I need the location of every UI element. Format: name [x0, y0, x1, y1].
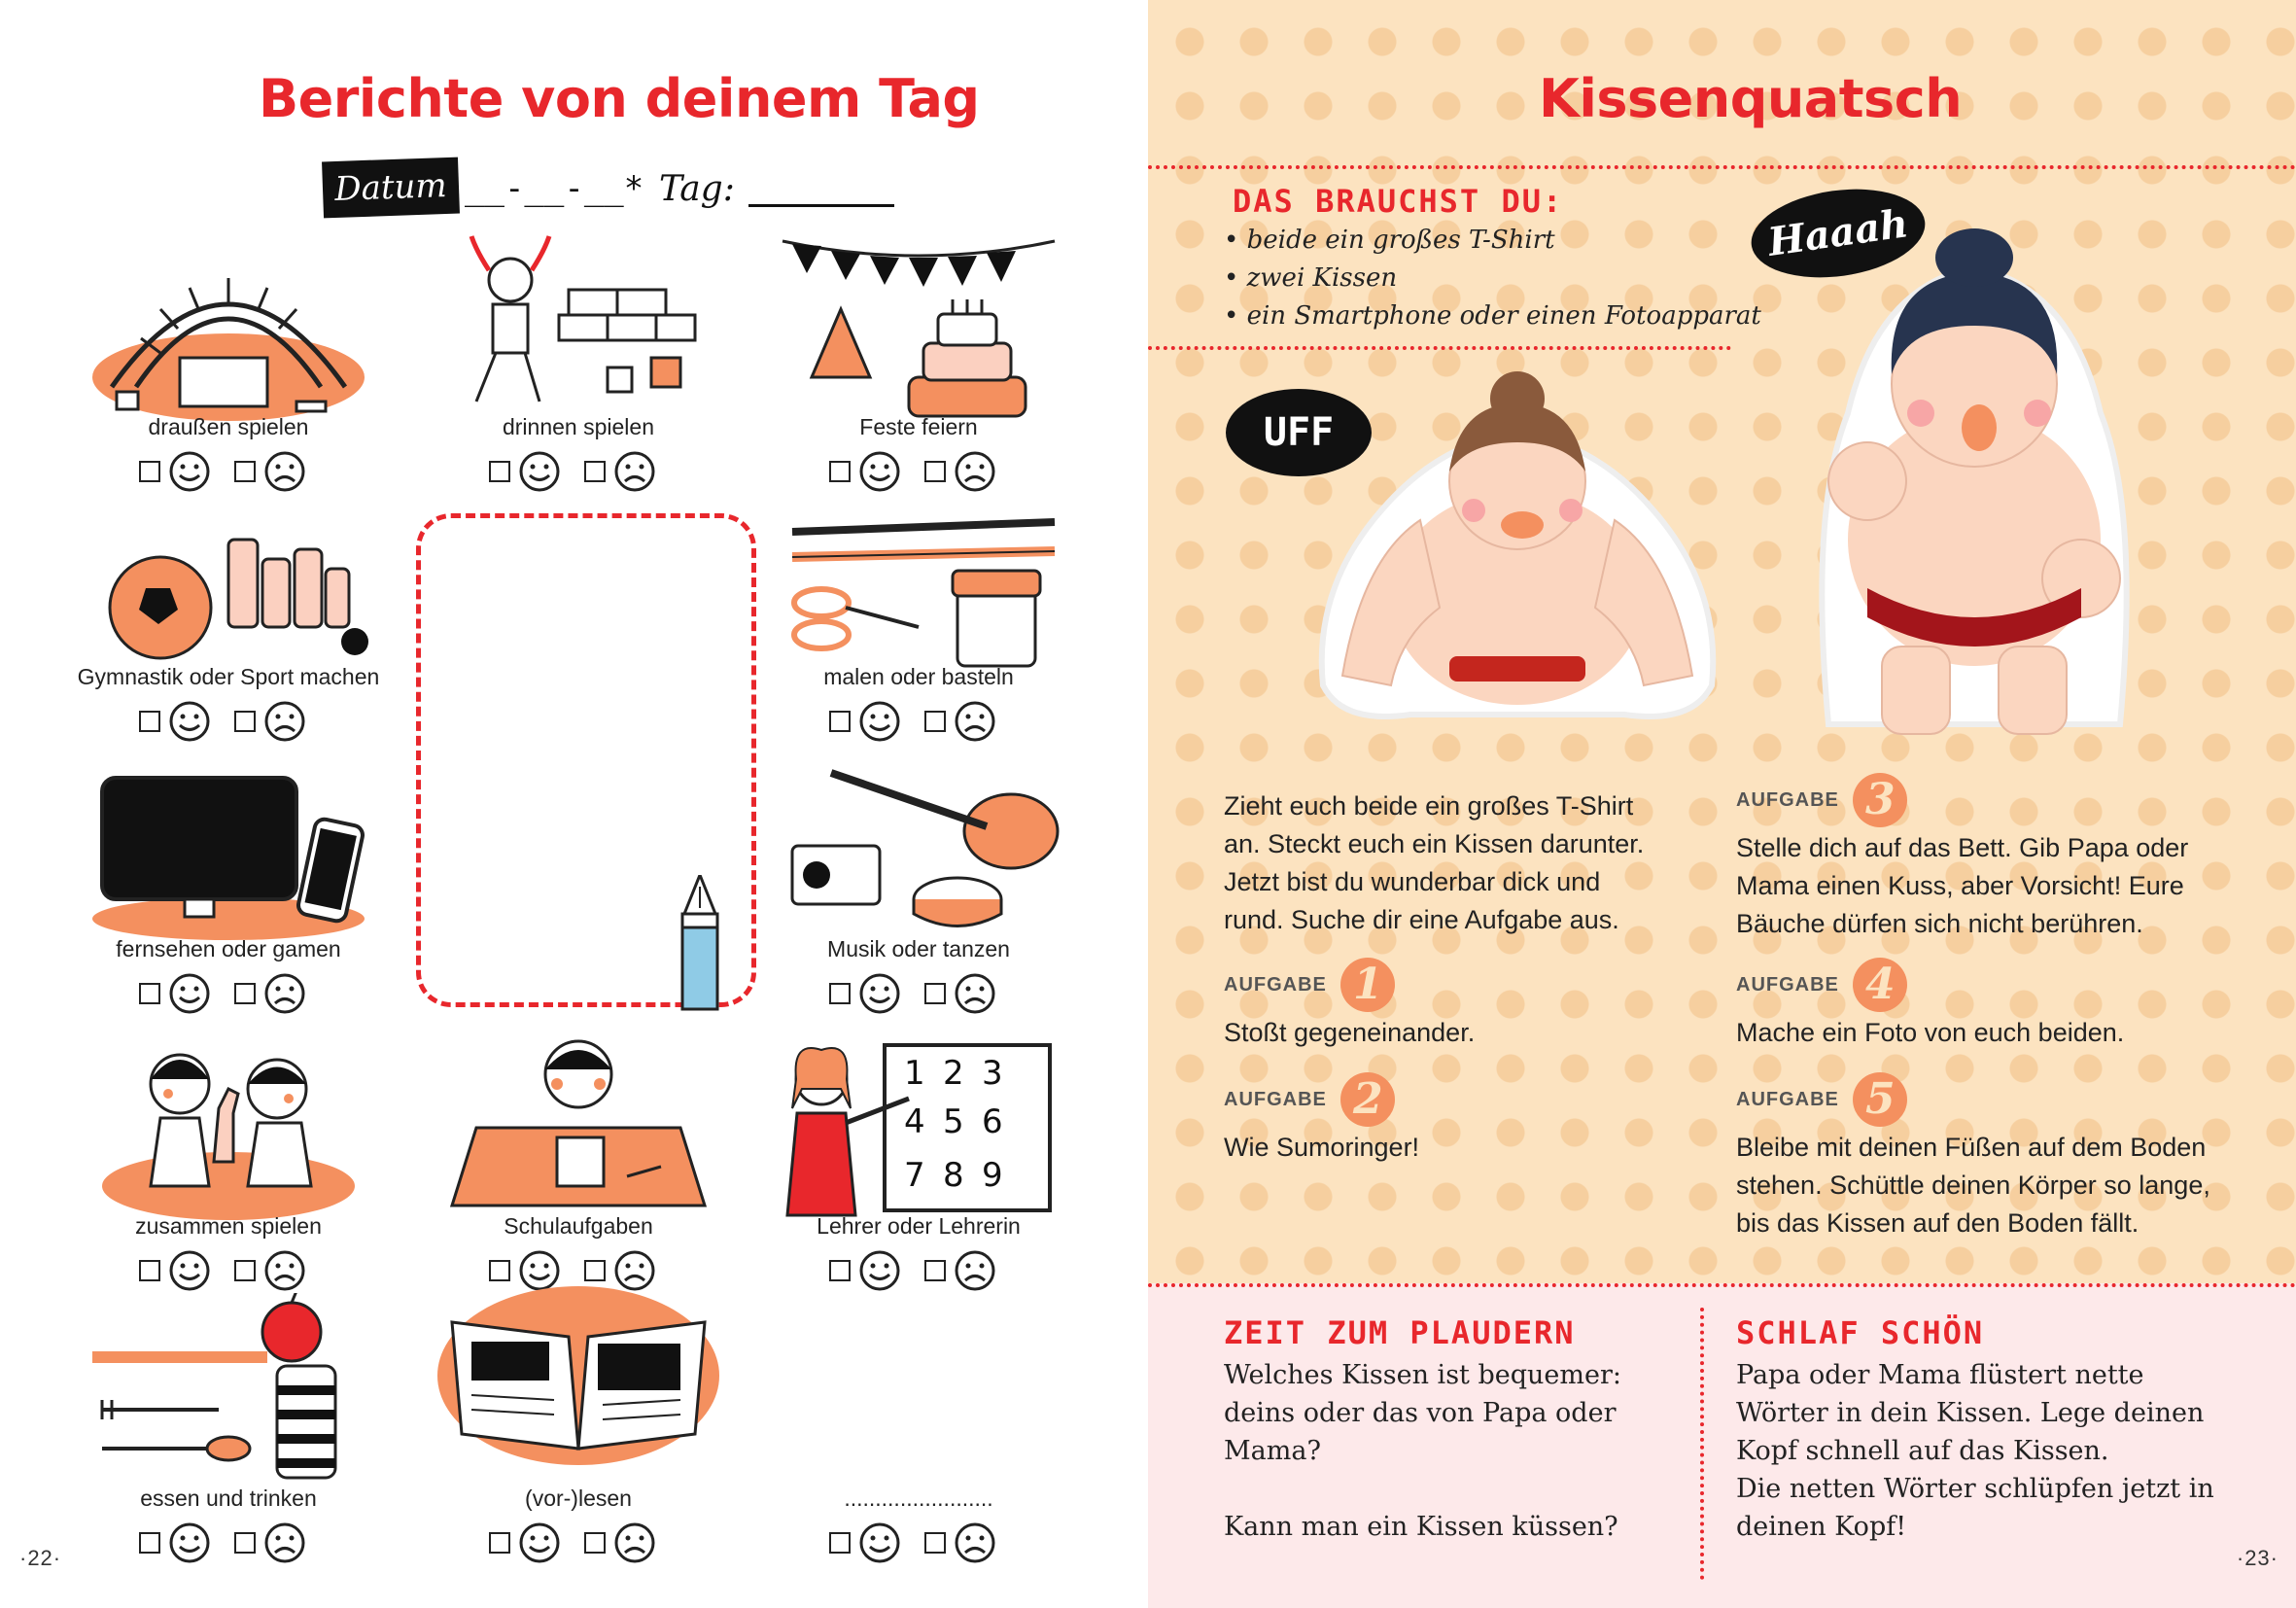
sumo-wrestler-squatting-illustration	[1304, 365, 1731, 734]
checkbox-sad[interactable]	[924, 1260, 946, 1281]
materials-item: • ein Smartphone oder einen Fotoapparat	[1224, 301, 1761, 331]
intro-line: Jetzt bist du wunderbar dick und	[1224, 867, 1601, 896]
checkbox-happy[interactable]	[829, 1260, 851, 1281]
checkbox-sad[interactable]	[234, 461, 256, 482]
materials-list	[1224, 222, 1761, 335]
rating-row	[418, 447, 739, 496]
activity-label: drinnen spielen	[502, 414, 654, 439]
smiley-happy-icon	[168, 1521, 211, 1564]
music-illustration	[773, 753, 1064, 948]
activity-cell	[758, 231, 1079, 504]
day-fill-line[interactable]	[748, 204, 894, 207]
smiley-happy-icon	[858, 1249, 901, 1292]
rating-row	[758, 1519, 1079, 1567]
activity-label: essen und trinken	[140, 1486, 317, 1511]
rating-row	[418, 1519, 739, 1567]
activity-label: Feste feiern	[859, 414, 978, 439]
checkbox-happy[interactable]	[829, 1532, 851, 1554]
smiley-sad-icon	[954, 700, 996, 743]
checkbox-happy[interactable]	[139, 1532, 160, 1554]
indoor-play-illustration	[433, 231, 724, 426]
svg-text:3: 3	[982, 1054, 1003, 1093]
activity-cell	[758, 481, 1079, 753]
rating-row	[68, 1246, 389, 1295]
page-title-left: Berichte von deinem Tag	[259, 68, 980, 129]
smiley-happy-icon	[518, 450, 561, 493]
activity-cell	[68, 753, 389, 1026]
sumo-wrestler-standing-illustration	[1790, 219, 2159, 749]
smiley-happy-icon	[168, 700, 211, 743]
smiley-sad-icon	[954, 1249, 996, 1292]
sleep-heading: SCHLAF SCHÖN	[1736, 1314, 1985, 1351]
sleep-line: Wörter in dein Kissen. Lege deinen	[1736, 1398, 2205, 1428]
task-text: Mama einen Kuss, aber Vorsicht! Eure	[1736, 871, 2184, 900]
chat-line: Welches Kissen ist bequemer:	[1224, 1360, 1621, 1390]
activity-cell	[68, 1303, 389, 1575]
checkbox-sad[interactable]	[584, 1260, 606, 1281]
checkbox-happy[interactable]	[139, 983, 160, 1004]
page-number-right: ·23·	[2236, 1546, 2279, 1570]
chat-line: Kann man ein Kissen küssen?	[1224, 1512, 1618, 1542]
checkbox-happy[interactable]	[489, 1532, 510, 1554]
right-page	[1148, 0, 2296, 1608]
smiley-sad-icon	[954, 972, 996, 1015]
checkbox-happy[interactable]	[829, 983, 851, 1004]
materials-item: • zwei Kissen	[1224, 263, 1398, 293]
rating-row	[758, 969, 1079, 1018]
materials-item: • beide ein großes T-Shirt	[1224, 226, 1555, 255]
task-text: Bleibe mit deinen Füßen auf dem Boden	[1736, 1133, 2207, 1162]
speech-bubble-haaah: Haaah	[1746, 179, 1931, 288]
task-text: bis das Kissen auf den Boden fällt.	[1736, 1208, 2139, 1238]
sport-illustration	[83, 481, 374, 676]
activity-label: malen oder basteln	[823, 664, 1014, 689]
svg-text:6: 6	[982, 1102, 1003, 1141]
task-label: AUFGABE	[1736, 1088, 1839, 1110]
checkbox-sad[interactable]	[924, 983, 946, 1004]
dotted-divider	[1148, 165, 2296, 169]
smiley-happy-icon	[168, 1249, 211, 1292]
task-5	[1736, 1072, 2210, 1242]
smiley-sad-icon	[263, 700, 306, 743]
fountain-pen-icon	[671, 875, 729, 1011]
checkbox-happy[interactable]	[489, 1260, 510, 1281]
activity-label: Musik oder tanzen	[827, 936, 1010, 961]
task-label: AUFGABE	[1224, 1088, 1327, 1110]
activity-label: (vor-)lesen	[525, 1486, 632, 1511]
checkbox-sad[interactable]	[584, 1532, 606, 1554]
smiley-happy-icon	[858, 972, 901, 1015]
checkbox-happy[interactable]	[489, 461, 510, 482]
sleep-line: Papa oder Mama flüstert nette	[1736, 1360, 2144, 1390]
smiley-sad-icon	[954, 1521, 996, 1564]
activity-label: zusammen spielen	[135, 1213, 322, 1239]
rating-row	[758, 697, 1079, 746]
activity-cell	[418, 1303, 739, 1575]
page-number-left: ·22·	[19, 1546, 62, 1570]
task-4	[1736, 958, 2124, 1052]
activity-label: Gymnastik oder Sport machen	[77, 664, 380, 689]
task-label: AUFGABE	[1736, 788, 1839, 811]
task-text: stehen. Schüttle deinen Körper so lange,	[1736, 1171, 2210, 1200]
intro-line: Zieht euch beide ein großes T-Shirt	[1224, 791, 1634, 821]
activity-cell	[418, 231, 739, 504]
checkbox-sad[interactable]	[234, 1532, 256, 1554]
page-title-right: Kissenquatsch	[1539, 68, 1963, 129]
task-number-badge: 5	[1853, 1072, 1907, 1127]
date-fill-line: __-__-__*	[465, 169, 644, 208]
chat-line: Mama?	[1224, 1436, 1321, 1466]
materials-heading: DAS BRAUCHST DU:	[1233, 183, 1564, 220]
smiley-sad-icon	[263, 972, 306, 1015]
checkbox-sad[interactable]	[234, 983, 256, 1004]
activity-label: Schulaufgaben	[504, 1213, 653, 1239]
task-3	[1736, 773, 2188, 943]
svg-text:1: 1	[904, 1054, 925, 1093]
tv-gaming-illustration	[83, 753, 374, 948]
chat-line: deins oder das von Papa oder	[1224, 1398, 1617, 1428]
checkbox-happy[interactable]	[139, 461, 160, 482]
date-label: Datum	[322, 157, 460, 219]
sleep-line: Die netten Wörter schlüpfen jetzt in	[1736, 1474, 2214, 1504]
checkbox-sad[interactable]	[234, 1260, 256, 1281]
task-2	[1224, 1072, 1419, 1167]
smiley-sad-icon	[263, 1521, 306, 1564]
checkbox-happy[interactable]	[829, 711, 851, 732]
homework-illustration	[433, 1031, 724, 1225]
reading-illustration	[433, 1283, 724, 1478]
svg-text:7: 7	[904, 1156, 925, 1195]
task-number-badge: 2	[1340, 1072, 1395, 1127]
task-text: Stelle dich auf das Bett. Gib Papa oder	[1736, 833, 2189, 862]
intro-text	[1224, 787, 1681, 939]
food-drink-illustration	[83, 1293, 374, 1487]
task-label: AUFGABE	[1224, 973, 1327, 996]
chat-heading: ZEIT ZUM PLAUDERN	[1224, 1314, 1576, 1351]
sleep-line: Kopf schnell auf das Kissen.	[1736, 1436, 2109, 1466]
activity-label: fernsehen oder gamen	[116, 936, 341, 961]
smiley-sad-icon	[613, 1521, 656, 1564]
activity-cell	[758, 1031, 1079, 1303]
activity-cell-custom	[758, 1303, 1079, 1575]
speech-bubble-uff: UFF	[1226, 389, 1372, 476]
smiley-sad-icon	[263, 1249, 306, 1292]
task-number-badge: 1	[1340, 958, 1395, 1012]
rating-row	[68, 1519, 389, 1567]
activity-label-blank[interactable]: ........................	[844, 1486, 993, 1511]
checkbox-sad[interactable]	[234, 711, 256, 732]
teacher-illustration	[773, 1031, 1064, 1225]
checkbox-sad[interactable]	[924, 461, 946, 482]
task-1	[1224, 958, 1475, 1052]
intro-line: rund. Suche dir eine Aufgabe aus.	[1224, 905, 1619, 934]
activity-label: draußen spielen	[148, 414, 309, 439]
sleep-line: deinen Kopf!	[1736, 1512, 1907, 1542]
rating-row	[758, 1246, 1079, 1295]
svg-text:8: 8	[943, 1156, 964, 1195]
activity-label: Lehrer oder Lehrerin	[817, 1213, 1021, 1239]
smiley-happy-icon	[858, 700, 901, 743]
activity-cell	[418, 1031, 739, 1303]
svg-text:4: 4	[904, 1102, 925, 1141]
playground-illustration	[83, 231, 374, 426]
task-number-badge: 4	[1853, 958, 1907, 1012]
smiley-happy-icon	[858, 1521, 901, 1564]
activity-cell	[68, 231, 389, 504]
chat-line	[1224, 1470, 1621, 1508]
activity-cell	[68, 481, 389, 753]
checkbox-sad[interactable]	[924, 711, 946, 732]
intro-line: an. Steckt euch ein Kissen darunter.	[1224, 829, 1645, 858]
day-label: Tag:	[659, 169, 735, 209]
activity-cell	[758, 753, 1079, 1026]
task-text: Mache ein Foto von euch beiden.	[1736, 1018, 2125, 1047]
checkbox-sad[interactable]	[584, 461, 606, 482]
rating-row	[68, 969, 389, 1018]
smiley-happy-icon	[168, 972, 211, 1015]
task-text: Wie Sumoringer!	[1224, 1133, 1420, 1162]
svg-text:5: 5	[943, 1102, 964, 1141]
crafts-illustration	[773, 481, 1064, 676]
svg-text:2: 2	[943, 1054, 964, 1093]
task-text: Stoßt gegeneinander.	[1224, 1018, 1476, 1047]
activity-cell	[68, 1031, 389, 1303]
rating-row	[68, 697, 389, 746]
dotted-divider	[1148, 346, 1731, 350]
panel-divider	[1700, 1308, 1704, 1580]
task-label: AUFGABE	[1736, 973, 1839, 996]
checkbox-sad[interactable]	[924, 1532, 946, 1554]
checkbox-happy[interactable]	[829, 461, 851, 482]
task-text: Bäuche dürfen sich nicht berühren.	[1736, 909, 2143, 938]
sleep-text	[1736, 1356, 2214, 1546]
checkbox-happy[interactable]	[139, 1260, 160, 1281]
task-number-badge: 3	[1853, 773, 1907, 827]
chat-text	[1224, 1356, 1621, 1546]
date-row	[323, 159, 906, 224]
party-illustration	[773, 231, 1064, 426]
checkbox-happy[interactable]	[139, 711, 160, 732]
svg-text:9: 9	[982, 1156, 1003, 1195]
play-together-illustration	[83, 1031, 374, 1225]
smiley-sad-icon	[613, 450, 656, 493]
smiley-happy-icon	[518, 1521, 561, 1564]
